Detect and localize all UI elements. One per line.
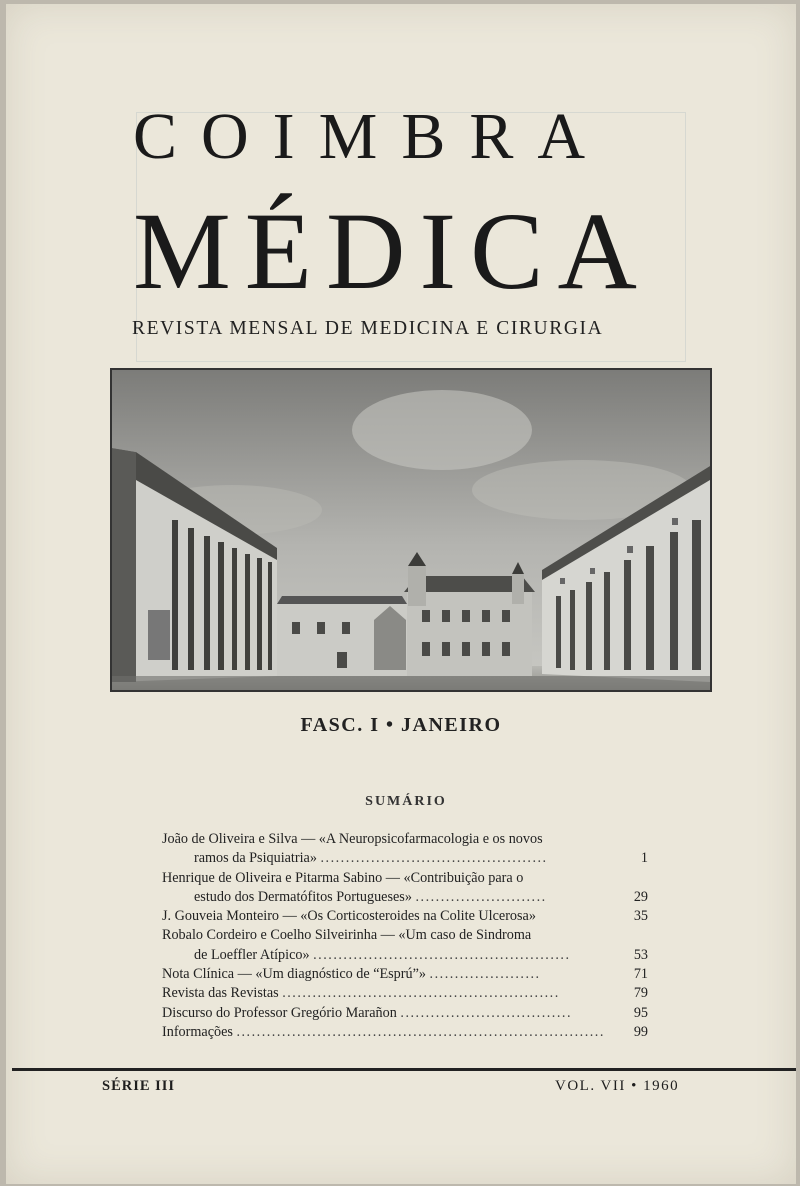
title-coimbra: COIMBRA	[133, 100, 610, 173]
toc-line	[162, 1004, 648, 1023]
footer-rule	[12, 1068, 796, 1071]
toc-line-text: Nota Clínica — «Um diagnóstico de “Esprú”»	[162, 966, 426, 983]
toc-entry	[162, 1004, 648, 1023]
leader-dots: ......................	[429, 966, 541, 983]
leader-dots: .............................................	[320, 850, 548, 867]
toc-line	[162, 946, 648, 965]
toc-line	[162, 888, 648, 907]
toc-line-text: de Loeffler Atípico»	[194, 946, 310, 963]
toc-line	[162, 849, 648, 868]
series-label: SÉRIE III	[102, 1078, 176, 1094]
toc-entry	[162, 1023, 648, 1042]
toc-line-text: Discurso do Professor Gregório Marañon	[162, 1004, 397, 1021]
magazine-cover	[6, 4, 796, 1184]
toc-page-number: 71	[633, 966, 648, 983]
toc-entry	[162, 926, 648, 965]
toc-line: Henrique de Oliveira e Pitarma Sabino — «Contribuição para o	[162, 869, 524, 886]
summary-heading: SUMÁRIO	[365, 794, 447, 809]
leader-dots: ..........................	[415, 888, 547, 905]
toc-page-number: 29	[633, 888, 648, 905]
building-drawing	[112, 370, 710, 690]
volume-label: VOL. VII • 1960	[555, 1078, 680, 1094]
toc-line-text: Revista das Revistas	[162, 985, 279, 1002]
leader-dots: ...................................................	[313, 946, 571, 963]
toc-line	[162, 965, 648, 984]
toc-entry	[162, 907, 648, 926]
issue-fasc: FASC. I • JANEIRO	[300, 714, 502, 736]
toc-entry	[162, 869, 648, 908]
toc-line: Robalo Cordeiro e Coelho Silveirinha — «Um caso de Sindroma	[162, 927, 532, 944]
leader-dots: .......................................................	[282, 985, 560, 1002]
toc-line	[162, 1023, 648, 1042]
toc-entry	[162, 965, 648, 984]
toc-line	[162, 984, 648, 1003]
university-building-illustration	[110, 368, 712, 692]
toc-line: J. Gouveia Monteiro — «Os Corticosteroides na Colite Ulcerosa»	[162, 908, 536, 925]
toc-page-number: 95	[633, 1004, 648, 1021]
toc-line: João de Oliveira e Silva — «A Neuropsicofarmacologia e os novos	[162, 831, 543, 847]
table-of-contents	[162, 830, 648, 1042]
toc-page-number: 79	[633, 985, 648, 1002]
toc-page-number: 53	[633, 946, 648, 963]
toc-page-number: 1	[640, 850, 648, 867]
subtitle: REVISTA MENSAL DE MEDICINA E CIRURGIA	[132, 318, 604, 339]
toc-line-text: ramos da Psiquiatria»	[194, 850, 317, 867]
title-medica: MÉDICA	[133, 190, 651, 312]
toc-entry	[162, 830, 648, 869]
leader-dots: .........................................................................	[236, 1023, 605, 1040]
toc-page-number: 99	[633, 1023, 648, 1040]
toc-line-text: Informações	[162, 1023, 233, 1040]
toc-entry	[162, 984, 648, 1003]
toc-line-text: estudo dos Dermatófitos Portugueses»	[194, 888, 412, 905]
toc-page-number: 35	[633, 908, 648, 925]
leader-dots: ..................................	[400, 1004, 572, 1021]
